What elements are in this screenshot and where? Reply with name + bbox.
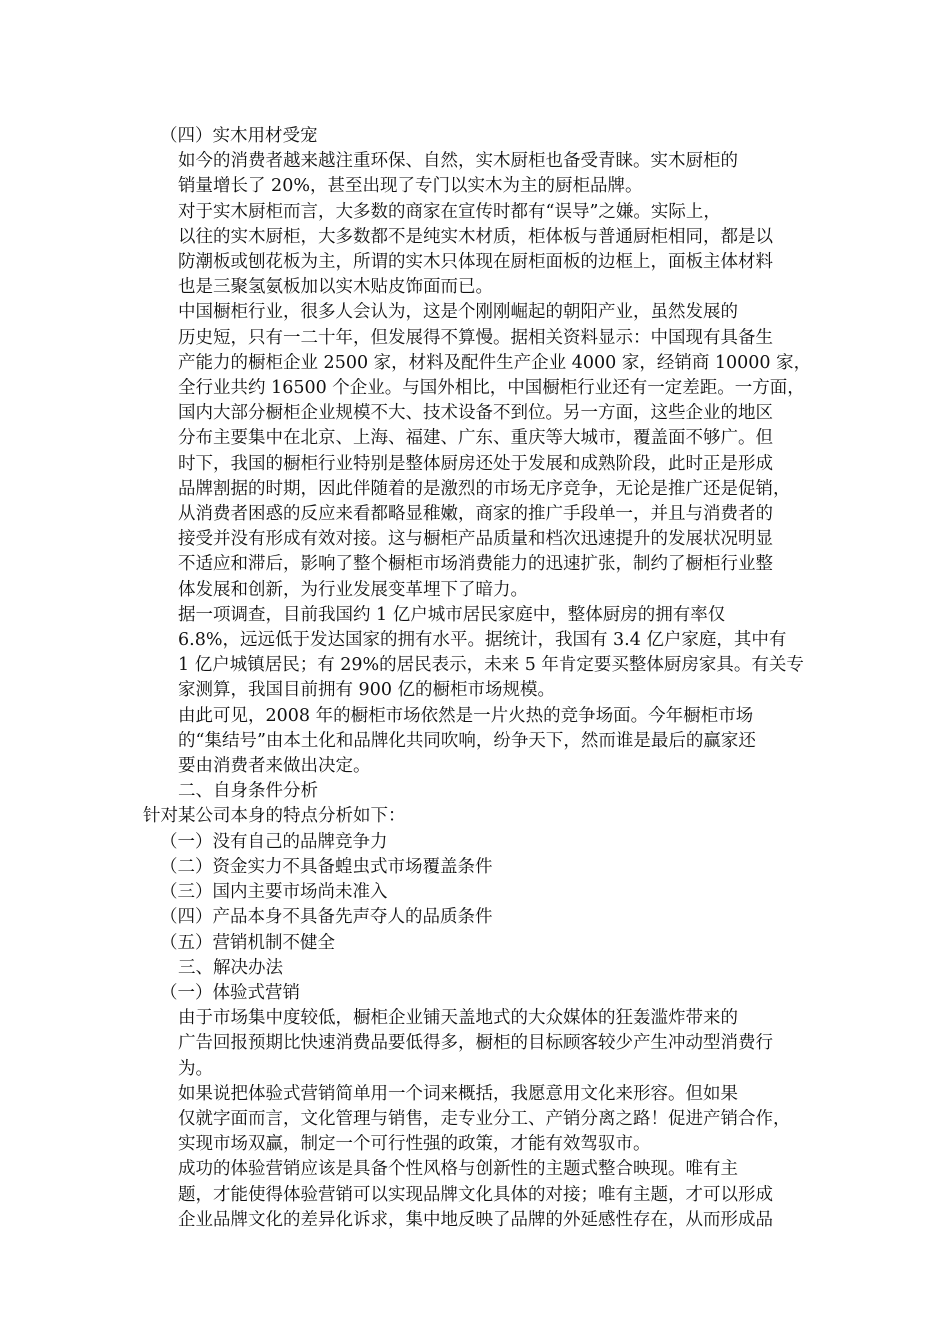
text-line: （一）体验式营销	[160, 982, 300, 1003]
section-heading	[143, 855, 808, 880]
text-line: 也是三聚氢氨板加以实木贴皮饰面而已。	[178, 277, 493, 298]
text-line: 对于实木厨柜而言，大多数的商家在宣传时都有“误导”之嫌。实际上，	[178, 201, 721, 222]
text-line: 二、自身条件分析	[178, 781, 318, 802]
text-line: 针对某公司本身的特点分析如下：	[143, 806, 406, 827]
section-heading	[143, 880, 808, 905]
text-line: 品牌割据的时期，因此伴随着的是激烈的市场无序竞争，无论是推广还是促销，	[178, 478, 791, 499]
text-line: （一）没有自己的品牌竞争力	[160, 831, 388, 852]
text-line: 国内大部分橱柜企业规模不大、技术设备不到位。另一方面，这些企业的地区	[178, 403, 773, 424]
text-line: 由此可见，2008 年的橱柜市场依然是一片火热的竞争场面。今年橱柜市场	[178, 705, 754, 726]
text-line: 要由消费者来做出决定。	[178, 756, 371, 777]
text-line: 体发展和创新，为行业发展变革埋下了暗力。	[178, 579, 528, 600]
text-line: 仅就字面而言，文化管理与销售，走专业分工、产销分离之路！促进产销合作，	[178, 1108, 791, 1129]
text-line: 销量增长了 20%，甚至出现了专门以实木为主的厨柜品牌。	[178, 176, 643, 197]
section-heading	[143, 124, 808, 149]
paragraph	[143, 804, 808, 829]
paragraph	[143, 779, 808, 804]
text-line: （五）营销机制不健全	[160, 932, 335, 953]
text-line: 分布主要集中在北京、上海、福建、广东、重庆等大城市，覆盖面不够广。但	[178, 428, 773, 449]
text-line: （四）实木用材受宠	[160, 126, 318, 146]
text-line: 如今的消费者越来越注重环保、自然，实木厨柜也备受青睐。实木厨柜的	[178, 151, 738, 172]
text-line: 接受并没有形成有效对接。这与橱柜产品质量和档次迅速提升的发展状况明显	[178, 529, 773, 550]
text-line: 为。	[178, 1058, 213, 1079]
document-page	[143, 124, 812, 1233]
text-line: （四）产品本身不具备先声夺人的品质条件	[160, 907, 493, 928]
paragraph	[143, 300, 812, 602]
text-line: 时下，我国的橱柜行业特别是整体厨房还处于发展和成熟阶段，此时正是形成	[178, 453, 773, 474]
text-line: 三、解决办法	[178, 957, 283, 978]
text-line: 成功的体验营销应该是具备个性风格与创新性的主题式整合映现。唯有主	[178, 1159, 738, 1180]
text-line: 实现市场双赢，制定一个可行性强的政策，才能有效驾驭市。	[178, 1134, 651, 1155]
text-line: 据一项调查，目前我国约 1 亿户城市居民家庭中，整体厨房的拥有率仅	[178, 604, 726, 625]
section-heading	[143, 931, 808, 956]
section-heading	[143, 830, 808, 855]
text-line: 广告回报预期比快速消费品要低得多，橱柜的目标顾客较少产生冲动型消费行	[178, 1033, 773, 1054]
text-line: 题，才能使得体验营销可以实现品牌文化具体的对接；唯有主题，才可以形成	[178, 1184, 773, 1205]
text-line: 如果说把体验式营销简单用一个词来概括，我愿意用文化来形容。但如果	[178, 1083, 738, 1104]
text-line: 中国橱柜行业，很多人会认为，这是个刚刚崛起的朝阳产业，虽然发展的	[178, 302, 738, 323]
text-line: 6.8%，远远低于发达国家的拥有水平。据统计，我国有 3.4 亿户家庭，其中有	[178, 630, 787, 651]
paragraph	[143, 956, 808, 981]
text-line: 全行业共约 16500 个企业。与国外相比，中国橱柜行业还有一定差距。一方面，	[178, 378, 805, 399]
text-line: （三）国内主要市场尚未准入	[160, 882, 388, 903]
text-line: （二）资金实力不具备蝗虫式市场覆盖条件	[160, 856, 493, 877]
text-line: 历史短，只有一二十年，但发展得不算慢。据相关资料显示：中国现有具备生	[178, 327, 773, 348]
text-line: 1 亿户城镇居民；有 29%的居民表示，未来 5 年肯定要买整体厨房家具。有关专	[178, 655, 804, 676]
text-line: 产能力的橱柜企业 2500 家，材料及配件生产企业 4000 家，经销商 10000 家，	[178, 352, 812, 373]
text-line: 的“集结号”由本土化和品牌化共同吹响，纷争天下，然而谁是最后的赢家还	[178, 730, 756, 751]
paragraph	[143, 149, 808, 199]
paragraph	[143, 603, 808, 704]
paragraph	[143, 1157, 808, 1233]
paragraph	[143, 704, 808, 780]
text-line: 不适应和滞后，影响了整个橱柜市场消费能力的迅速扩张，制约了橱柜行业整	[178, 554, 773, 575]
section-heading	[143, 905, 808, 930]
text-line: 以往的实木厨柜，大多数都不是纯实木材质，柜体板与普通厨柜相同，都是以	[178, 226, 773, 247]
paragraph	[143, 1006, 808, 1082]
text-line: 企业品牌文化的差异化诉求，集中地反映了品牌的外延感性存在，从而形成品	[178, 1209, 773, 1230]
text-line: 从消费者困惑的反应来看都略显稚嫩，商家的推广手段单一，并且与消费者的	[178, 504, 773, 525]
paragraph	[143, 200, 808, 301]
paragraph	[143, 1082, 808, 1158]
text-line: 家测算，我国目前拥有 900 亿的橱柜市场规模。	[178, 680, 556, 701]
text-line: 防潮板或刨花板为主，所谓的实木只体现在厨柜面板的边框上，面板主体材料	[178, 252, 773, 273]
text-line: 由于市场集中度较低，橱柜企业铺天盖地式的大众媒体的狂轰滥炸带来的	[178, 1008, 738, 1029]
section-heading	[143, 981, 808, 1006]
